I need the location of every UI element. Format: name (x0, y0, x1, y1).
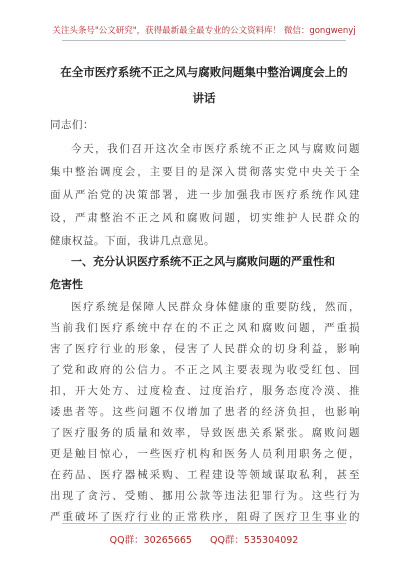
section-line: 了党和政府的公信力。不正之风主要表现为收受红包、回 (50, 364, 360, 376)
section-heading-line-2: 危害性 (50, 278, 83, 291)
section-line: 诿患者等。这些问题不仅增加了患者的经济负担，也影响 (50, 406, 360, 418)
section-line: 在药品、医疗器械采购、工程建设等领域谋取私利，甚至 (50, 469, 360, 481)
section-line: 医疗系统是保障人民群众身体健康的重要防线，然而， (71, 301, 360, 313)
intro-line: 今天，我们召开这次全市医疗系统不正之风与腐败问题 (71, 143, 360, 155)
footer (0, 532, 408, 546)
footer-qq-group-2: QQ群：535304092 (209, 535, 299, 546)
section-line: 出现了贪污、受贿、挪用公款等违法犯罪行为。这些行为 (50, 490, 360, 502)
document-title-line-2: 讲话 (192, 91, 216, 105)
intro-line: 设，严肃整治不正之风和腐败问题，切实维护人民群众的 (50, 212, 360, 224)
intro-line: 集中整治调度会，主要目的是深入贯彻落实党中央关于全 (50, 166, 360, 178)
header-banner: 关注头条号"公文研究"，获得最新最全最专业的公文资料库！ 微信：gongwenyj (52, 26, 356, 36)
intro-line: 面从严治党的决策部署，进一步加强我市医疗系统作风建 (50, 189, 360, 201)
section-heading-line-1: 一、充分认识医疗系统不正之风与腐败问题的严重性和 (71, 255, 335, 268)
section-line: 扣，开大处方、过度检查、过度治疗，服务态度冷漠、推 (50, 385, 360, 397)
header-divider (62, 40, 346, 41)
document-title-line-1: 在全市医疗系统不正之风与腐败问题集中整治调度会上的 (60, 65, 348, 79)
section-line: 更是触目惊心，一些医疗机构和医务人员利用职务之便， (50, 448, 360, 460)
intro-line: 健康权益。下面，我讲几点意见。 (50, 235, 215, 247)
section-line: 害了医疗行业的形象，侵害了人民群众的切身利益，影响 (50, 343, 360, 355)
salutation: 同志们： (50, 119, 94, 131)
section-line: 当前我们医疗系统中存在的不正之风和腐败问题，严重损 (50, 322, 360, 334)
section-line: 了医疗服务的质量和效率，导致医患关系紧张。腐败问题 (50, 427, 360, 439)
footer-qq-group-1: QQ群：30265665 (109, 535, 192, 546)
section-line: 严重破坏了医疗行业的正常秩序，阻碍了医疗卫生事业的 (50, 511, 360, 523)
